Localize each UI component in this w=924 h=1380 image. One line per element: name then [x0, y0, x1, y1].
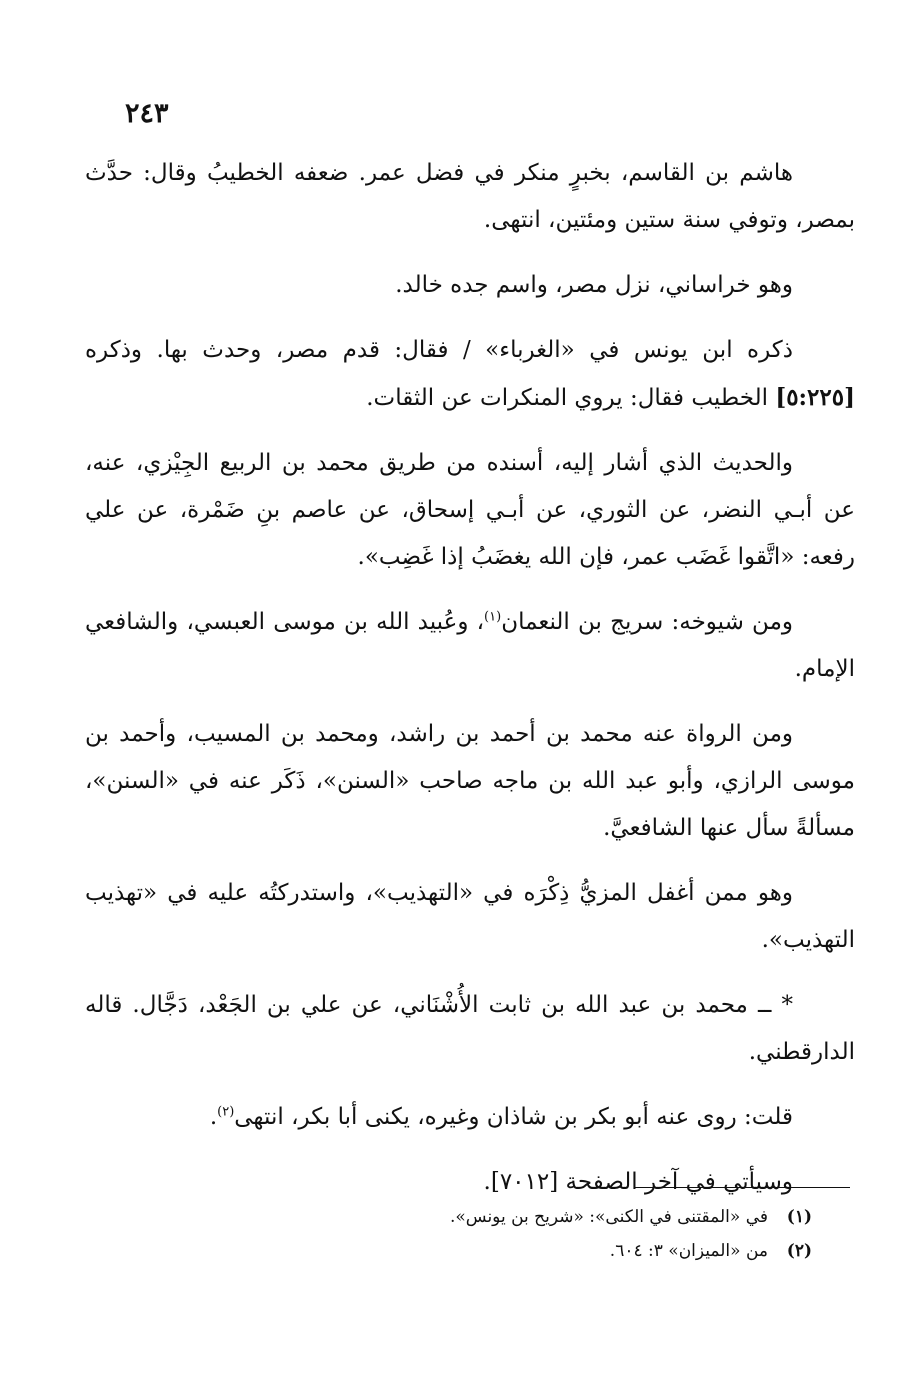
- paragraph-text: ، وعُبيد الله بن موسى العبسي، والشافعي الإمام.: [85, 609, 855, 682]
- paragraph: [85, 599, 855, 693]
- paragraph-text: ومن شيوخه: سريج بن النعمان: [501, 609, 793, 635]
- footnote-marker[interactable]: (١): [484, 609, 502, 625]
- paragraph-text: هاشم بن القاسم، بخبرٍ منكر في فضل عمر. ضعفه الخطيبُ وقال: حدَّث بمصر، وتوفي سنة ستين ومئتين، انتهى.: [85, 160, 855, 233]
- paragraph: [85, 711, 855, 852]
- paragraph-text: وهو ممن أغفل المزيُّ ذِكْرَه في «التهذيب»، واستدركتُه عليه في «تهذيب التهذيب».: [85, 880, 855, 953]
- paragraph-text: والحديث الذي أشار إليه، أسنده من طريق محمد بن الربيع الجِيْزي، عنه، عن أبـي النضر، عن الثوري، عن أبـي إسحاق، عن عاصم بنِ ضَمْرة، عن علي رفعه: «اتَّقوا غَضَب عمر، فإن الله يغضَبُ إذا غَضِب».: [85, 450, 855, 570]
- footnote-marker[interactable]: (٢): [217, 1104, 235, 1120]
- paragraph-text: وهو خراساني، نزل مصر، واسم جده خالد.: [395, 272, 793, 298]
- paragraph-text: وسيأتي في آخر الصفحة [٧٠١٢].: [483, 1169, 793, 1195]
- footnote-number: (٢): [786, 1241, 812, 1261]
- paragraph: [85, 327, 855, 422]
- footnote-text: من «الميزان» ٣: ٦٠٤.: [609, 1241, 768, 1261]
- paragraph: [85, 150, 855, 244]
- main-text: [85, 150, 855, 1224]
- paragraph-text: .: [209, 1104, 218, 1130]
- paragraph: [85, 1159, 793, 1206]
- paragraph-text: ذكره ابن يونس في «الغرباء» / فقال: قدم مصر، وحدث بها. وذكره: [85, 337, 793, 363]
- page-number: ٢٤٣: [125, 98, 169, 129]
- paragraph-text: قلت: روى عنه أبو بكر بن شاذان وغيره، يكنى أبا بكر، انتهى: [234, 1104, 793, 1130]
- footnote: [200, 1200, 812, 1234]
- footnotes: [200, 1200, 812, 1268]
- paragraph-text: * ــ محمد بن عبد الله بن ثابت الأُشْنَاني، عن علي بن الجَعْد، دَجَّال. قاله الدارقطني.: [85, 992, 855, 1065]
- paragraph: [85, 870, 855, 964]
- footnote-divider: [635, 1187, 850, 1188]
- paragraph-text: ومن الرواة عنه محمد بن أحمد بن راشد، ومحمد بن المسيب، وأحمد بن موسى الرازي، وأبو عبد الله بن ماجه صاحب «السنن»، ذَكَر عنه في «السنن»، مسألةً سأل عنها الشافعيَّ.: [85, 721, 855, 841]
- footnote: [200, 1234, 812, 1268]
- paragraph-text: الخطيب فقال: يروي المنكرات عن الثقات.: [366, 385, 768, 411]
- footnote-number: (١): [786, 1207, 812, 1227]
- margin-reference: [٥:٢٢٥]: [775, 384, 855, 411]
- paragraph: [85, 262, 855, 309]
- paragraph: [85, 1094, 793, 1141]
- paragraph: [85, 440, 855, 581]
- paragraph: [85, 982, 855, 1076]
- footnote-text: في «المقتنى في الكنى»: «شريح بن يونس».: [449, 1207, 768, 1227]
